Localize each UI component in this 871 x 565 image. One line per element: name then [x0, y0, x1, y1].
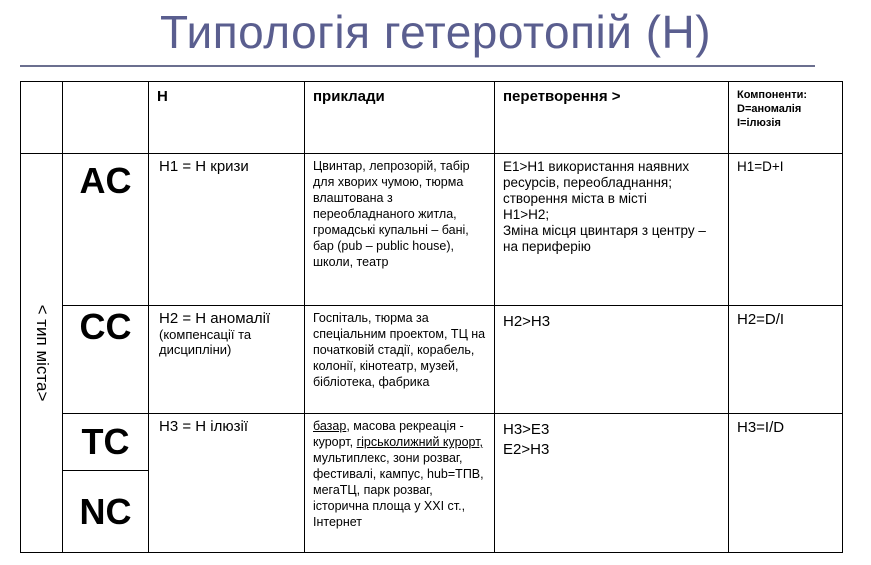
code-ac: AC: [63, 154, 149, 306]
city-type-side-label-cell: [21, 154, 63, 553]
h2-component: H2=D/I: [729, 306, 843, 414]
h2-examples: Госпіталь, тюрма за спеціальним проектом, ТЦ на початковій стадії, корабель, колонії, кінотеатр, музей, бібліотека, фабрика: [305, 306, 495, 414]
header-components: [729, 82, 843, 154]
header-row: [21, 82, 843, 154]
header-empty-side: [21, 82, 63, 154]
h1-name: H1 = H кризи: [149, 154, 305, 306]
h3-examples-text2: мультиплекс, зони розваг, фестивалі, кампус, hub=ТПВ, мегаТЦ, парк розваг, історична площа у XXI ст., Інтернет: [313, 451, 484, 529]
h2-name: H2 = H аномалії: [159, 310, 271, 327]
header-components-i: I=ілюзія: [737, 117, 781, 129]
h1-transform-line1: E1>H1 використання наявних ресурсів, переобладнання;: [503, 159, 690, 190]
code-tc-nc-cell: [63, 414, 149, 553]
header-components-d: D=аномалія: [737, 103, 802, 115]
h3-transform-line1: H3>E3: [503, 421, 550, 438]
h1-transform-line2: створення міста в місті: [503, 191, 647, 206]
h3-name: H3 = H ілюзії: [149, 414, 305, 553]
page-title: Типологія гетеротопій (H): [159, 6, 712, 58]
h3-component: H3=I/D: [729, 414, 843, 553]
h1-component: H1=D+I: [729, 154, 843, 306]
header-h: H: [149, 82, 305, 154]
table-row: [21, 414, 843, 553]
h3-examples-text1: , масова рекреація - курорт,: [313, 419, 464, 449]
code-nc: NC: [79, 490, 132, 532]
title-divider: [20, 65, 815, 67]
table-row: [21, 306, 843, 414]
h1-examples: Цвинтар, лепрозорій, табір для хворих чумою, тюрма влаштована з переобладнаного житла, громадські купальні – бані, бар (pub – public house), школи, театр: [305, 154, 495, 306]
h2-subtitle: (компенсації та дисципліни): [159, 327, 252, 357]
h2-transform: H2>H3: [495, 306, 729, 414]
header-empty-code: [63, 82, 149, 154]
header-examples: приклади: [305, 82, 495, 154]
h3-examples: [305, 414, 495, 553]
h3-transform-line2: E2>H3: [503, 441, 550, 458]
h3-examples-bazaar: базар: [313, 419, 347, 433]
h3-examples-ski-resort: гірськолижний курорт,: [356, 435, 484, 449]
h1-transform-line3: H1>H2;: [503, 207, 550, 222]
code-tc: TC: [63, 414, 148, 471]
header-components-title: Компоненти:: [737, 89, 808, 101]
heterotopia-table: [20, 81, 843, 553]
h2-name-cell: [149, 306, 305, 414]
city-type-label: < тип міста>: [32, 304, 52, 402]
h3-transform: [495, 414, 729, 553]
code-cc: CC: [63, 306, 149, 414]
h1-transform: [495, 154, 729, 306]
table-row: [21, 154, 843, 306]
header-transform: перетворення >: [495, 82, 729, 154]
h1-transform-line4: Зміна місця цвинтаря з центру – на периферію: [503, 223, 706, 254]
